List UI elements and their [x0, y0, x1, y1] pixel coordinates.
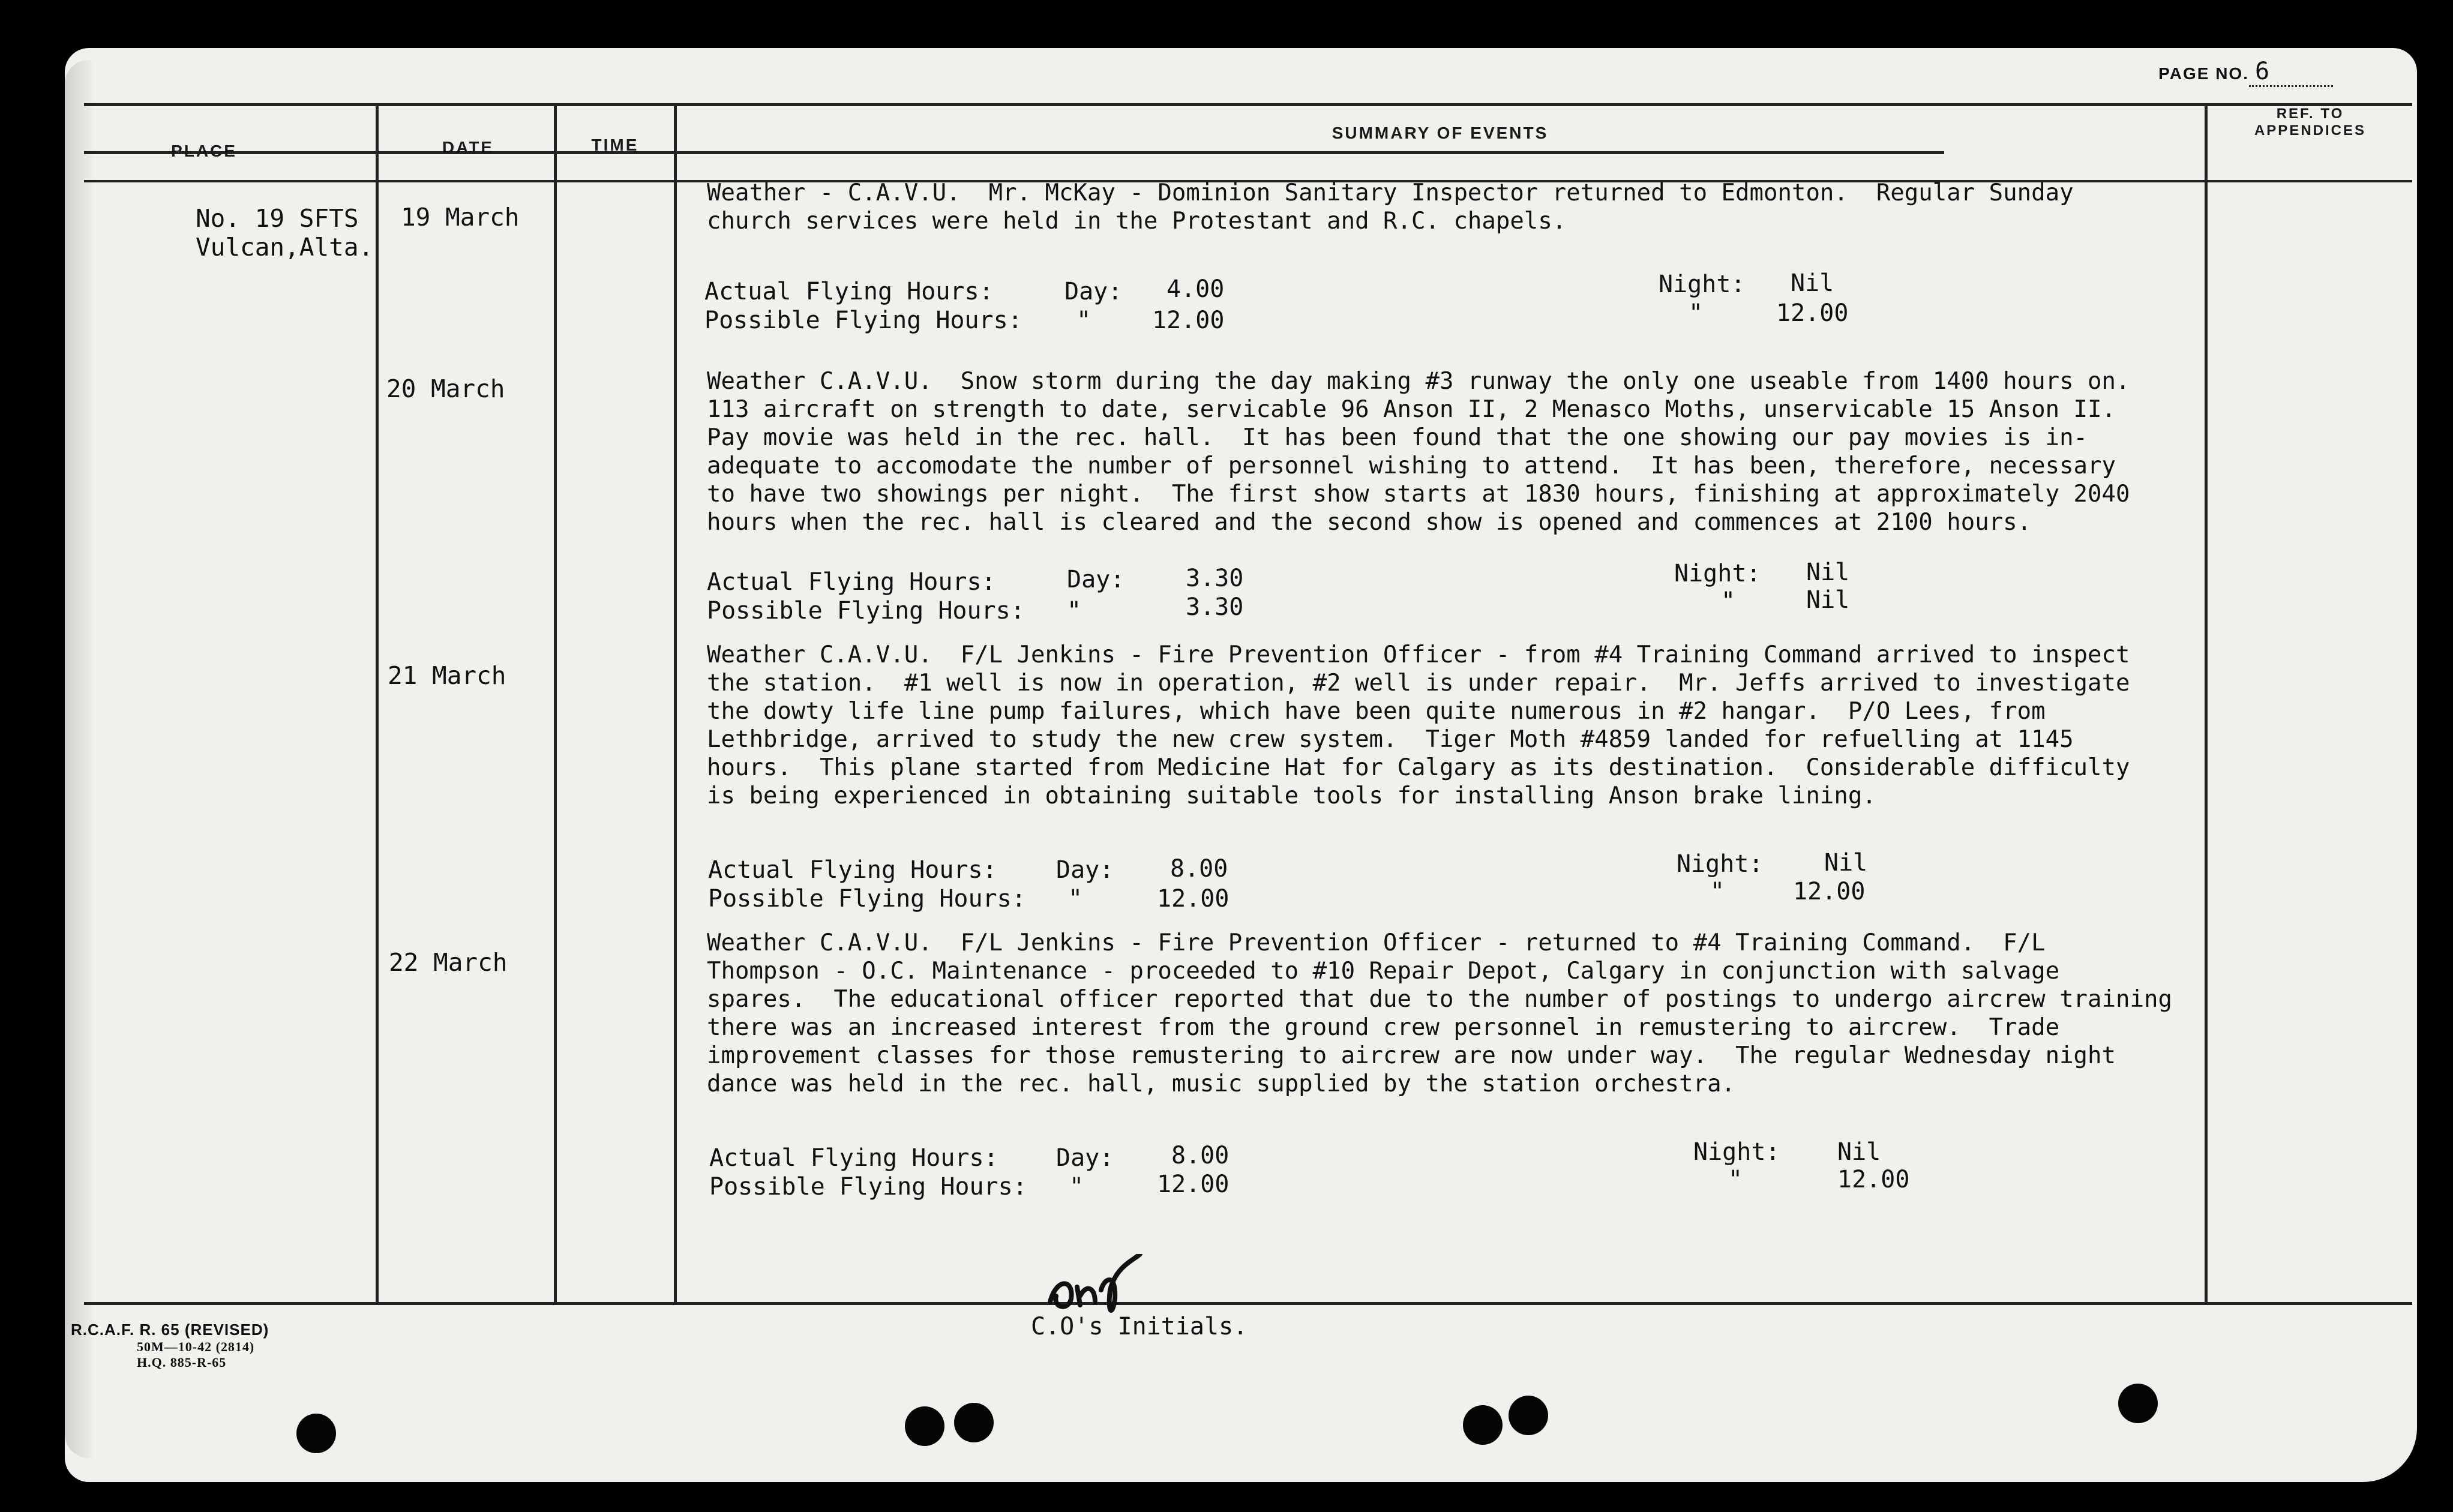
actual-hours-label: Actual Flying Hours:	[708, 856, 997, 884]
day-label: Day:	[1056, 856, 1114, 884]
summary-line: the dowty life line pump failures, which have been quite numerous in #2 hangar. P/O Lees, from	[707, 698, 2046, 725]
night-possible-hours: 12.00	[1776, 299, 1849, 327]
binder-hole	[296, 1414, 336, 1453]
summary-line: there was an increased interest from the ground crew personnel in remustering to aircrew. Trade	[707, 1014, 2060, 1041]
page-number-label: PAGE NO.	[2158, 64, 2249, 83]
col-divider-place	[376, 103, 379, 1302]
binder-hole	[954, 1403, 994, 1442]
night-actual-hours: Nil	[1837, 1138, 1881, 1166]
entry-date: 20 March	[386, 374, 505, 403]
ditto-mark: "	[1068, 885, 1083, 913]
summary-line: dance was held in the rec. hall, music supplied by the station orchestra.	[707, 1070, 1736, 1097]
flying-hours-block	[709, 1138, 1910, 1204]
night-actual-hours: Nil	[1806, 559, 1850, 586]
possible-hours-label: Possible Flying Hours:	[709, 1173, 1027, 1201]
ditto-mark: "	[1710, 878, 1725, 905]
page-number-value: 6	[2249, 58, 2333, 87]
co-signature	[1044, 1254, 1188, 1320]
night-possible-hours: Nil	[1806, 586, 1850, 614]
binder-hole	[1509, 1396, 1548, 1435]
summary-line: Weather C.A.V.U. F/L Jenkins - Fire Prevention Officer - from #4 Training Command arrived to inspect	[707, 641, 2130, 668]
summary-line: church services were held in the Protestant and R.C. chapels.	[707, 208, 1567, 235]
day-actual-hours: 8.00	[1171, 1142, 1230, 1169]
night-actual-hours: Nil	[1824, 849, 1868, 877]
footer-rule	[84, 1302, 2412, 1305]
night-label: Night:	[1677, 850, 1764, 878]
header-bottom-rule	[84, 151, 1944, 154]
flying-hours-block	[708, 849, 1908, 916]
flying-hours-block	[707, 559, 1907, 628]
form-number-line: R.C.A.F. R. 65 (REVISED)	[71, 1321, 269, 1339]
entry-summary	[707, 929, 2219, 1098]
header-place: PLACE	[171, 142, 237, 160]
entry-summary	[707, 367, 2219, 536]
summary-line: the station. #1 well is now in operation, #2 well is under repair. Mr. Jeffs arrived to investigate	[707, 670, 2130, 697]
summary-line: Lethbridge, arrived to study the new crew system. Tiger Moth #4859 landed for refuelling at 1145	[707, 726, 2074, 753]
night-possible-hours: 12.00	[1793, 878, 1866, 905]
summary-line: Weather C.A.V.U. Snow storm during the day making #3 runway the only one useable from 1400 hours on.	[707, 368, 2130, 395]
night-actual-hours: Nil	[1791, 269, 1834, 297]
day-actual-hours: 4.00	[1166, 275, 1225, 303]
header-summary: SUMMARY OF EVENTS	[1332, 124, 1549, 142]
col-divider-date	[554, 103, 557, 1302]
summary-line: spares. The educational officer reported that due to the number of postings to undergo aircrew training	[707, 986, 2172, 1013]
col-divider-time	[674, 103, 677, 1302]
night-label: Night:	[1659, 271, 1746, 298]
day-label: Day:	[1067, 566, 1125, 593]
entry-date: 21 March	[388, 661, 506, 690]
binder-hole	[2118, 1384, 2158, 1423]
header-ref-line2: APPENDICES	[2254, 122, 2367, 139]
page-number	[2158, 58, 2333, 87]
possible-hours-label: Possible Flying Hours:	[704, 307, 1022, 334]
day-label: Day:	[1056, 1144, 1114, 1172]
actual-hours-label: Actual Flying Hours:	[709, 1144, 998, 1172]
actual-hours-label: Actual Flying Hours:	[704, 278, 994, 305]
ditto-mark: "	[1721, 587, 1736, 615]
header-time: TIME	[591, 136, 639, 154]
flying-hours-block	[704, 269, 1905, 337]
co-initials-label: C.O's Initials.	[1031, 1313, 1248, 1340]
night-label: Night:	[1674, 560, 1761, 587]
binder-hole	[1463, 1405, 1503, 1445]
header-top-rule	[84, 103, 2412, 106]
summary-line: Thompson - O.C. Maintenance - proceeded to #10 Repair Depot, Calgary in conjunction with salvage	[707, 958, 2060, 985]
day-actual-hours: 8.00	[1170, 855, 1228, 883]
summary-line: adequate to accomodate the number of personnel wishing to attend. It has been, therefore, necessary	[707, 452, 2116, 479]
day-possible-hours: 12.00	[1152, 307, 1225, 334]
summary-line: 113 aircraft on strength to date, servicable 96 Anson II, 2 Menasco Moths, unservicable 15 Anson II.	[707, 396, 2116, 423]
ditto-mark: "	[1069, 1173, 1084, 1201]
header-date: DATE	[442, 138, 494, 157]
place-unit: No. 19 SFTS	[196, 204, 359, 233]
entry-summary	[707, 179, 2219, 235]
day-possible-hours: 12.00	[1157, 885, 1230, 913]
summary-line: hours when the rec. hall is cleared and the second show is opened and commences at 2100 hours.	[707, 509, 2032, 536]
day-possible-hours: 12.00	[1157, 1171, 1230, 1198]
actual-hours-label: Actual Flying Hours:	[707, 568, 996, 596]
summary-line: Weather - C.A.V.U. Mr. McKay - Dominion Sanitary Inspector returned to Edmonton. Regular Sunday	[707, 179, 2074, 206]
day-actual-hours: 3.30	[1186, 565, 1244, 592]
day-label: Day:	[1064, 278, 1123, 305]
possible-hours-label: Possible Flying Hours:	[707, 597, 1025, 625]
entry-date: 22 March	[389, 948, 508, 977]
ditto-mark: "	[1067, 597, 1082, 625]
summary-line: improvement classes for those remustering to aircrew are now under way. The regular Wednesday night	[707, 1042, 2116, 1069]
summary-line: Pay movie was held in the rec. hall. It has been found that the one showing our pay movies is in-	[707, 424, 2088, 451]
ditto-mark: "	[1689, 299, 1704, 327]
summary-line: hours. This plane started from Medicine Hat for Calgary as its destination. Considerable difficulty	[707, 754, 2130, 781]
possible-hours-label: Possible Flying Hours:	[708, 885, 1026, 913]
place-location: Vulcan,Alta.	[196, 233, 374, 262]
header-ref-line1: REF. TO	[2276, 106, 2344, 122]
entry-date: 19 March	[401, 203, 520, 232]
ditto-mark: "	[1728, 1166, 1743, 1193]
ditto-mark: "	[1076, 307, 1091, 334]
page-curl-shadow	[65, 60, 95, 1458]
summary-line: to have two showings per night. The first show starts at 1830 hours, finishing at approximately 2040	[707, 481, 2130, 508]
binder-hole	[905, 1406, 944, 1446]
night-possible-hours: 12.00	[1837, 1166, 1910, 1193]
night-label: Night:	[1693, 1138, 1780, 1166]
summary-line: is being experienced in obtaining suitable tools for installing Anson brake lining.	[707, 782, 1876, 809]
form-number	[71, 1320, 269, 1370]
summary-line: Weather C.A.V.U. F/L Jenkins - Fire Prevention Officer - returned to #4 Training Command. F/L	[707, 929, 2046, 956]
day-possible-hours: 3.30	[1186, 593, 1244, 621]
entry-summary	[707, 641, 2219, 810]
form-print-code: 50M—10-42 (2814)	[137, 1339, 255, 1354]
form-hq-code: H.Q. 885-R-65	[137, 1355, 227, 1370]
